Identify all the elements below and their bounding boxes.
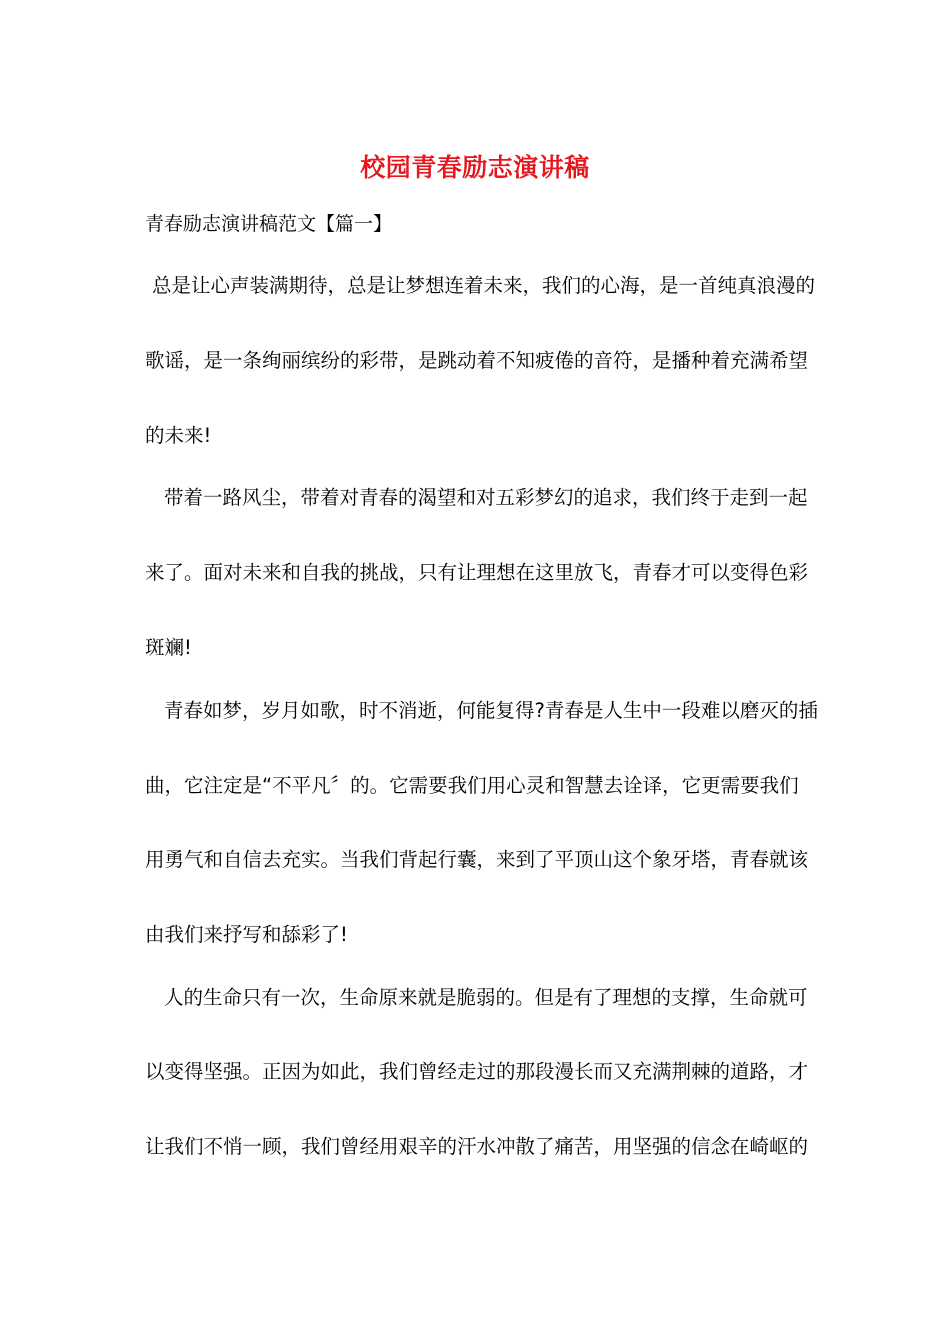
section-heading: 青春励志演讲稿范文【篇一】 xyxy=(145,213,393,235)
paragraph-line: 人的生命只有一次，生命原来就是脆弱的。但是有了理想的支撑，生命就可 xyxy=(164,986,808,1009)
paragraph-line: 让我们不悄一顾，我们曾经用艰辛的汗水冲散了痛苦，用坚强的信念在崎岖的 xyxy=(145,1135,809,1158)
paragraph-line: 由我们来抒写和舔彩了! xyxy=(145,923,348,946)
paragraph-line: 曲，它注定是“不平凡〞的。它需要我们用心灵和智慧去诠译，它更需要我们 xyxy=(145,774,799,797)
paragraph-line: 青春如梦，岁月如歌，时不消逝，何能复得?青春是人生中一段难以磨灭的插 xyxy=(164,699,818,722)
paragraph-line: 斑斓! xyxy=(145,636,192,659)
paragraph-line: 带着一路风尘，带着对青春的渴望和对五彩梦幻的追求，我们终于走到一起 xyxy=(164,486,808,509)
paragraph-line: 歌谣，是一条绚丽缤纷的彩带，是跳动着不知疲倦的音符，是播种着充满希望 xyxy=(145,349,809,372)
paragraph-line: 的未来! xyxy=(145,424,212,447)
paragraph-line: 用勇气和自信去充实。当我们背起行囊，来到了平顶山这个象牙塔，青春就该 xyxy=(145,848,809,871)
document-title: 校园青春励志演讲稿 xyxy=(360,153,590,182)
paragraph-line: 总是让心声装满期待，总是让梦想连着未来，我们的心海，是一首纯真浪漫的 xyxy=(152,274,816,297)
paragraph-line: 以变得坚强。正因为如此，我们曾经走过的那段漫长而又充满荆棘的道路，才 xyxy=(145,1060,809,1083)
paragraph-line: 来了。面对未来和自我的挑战，只有让理想在这里放飞，青春才可以变得色彩 xyxy=(145,561,809,584)
